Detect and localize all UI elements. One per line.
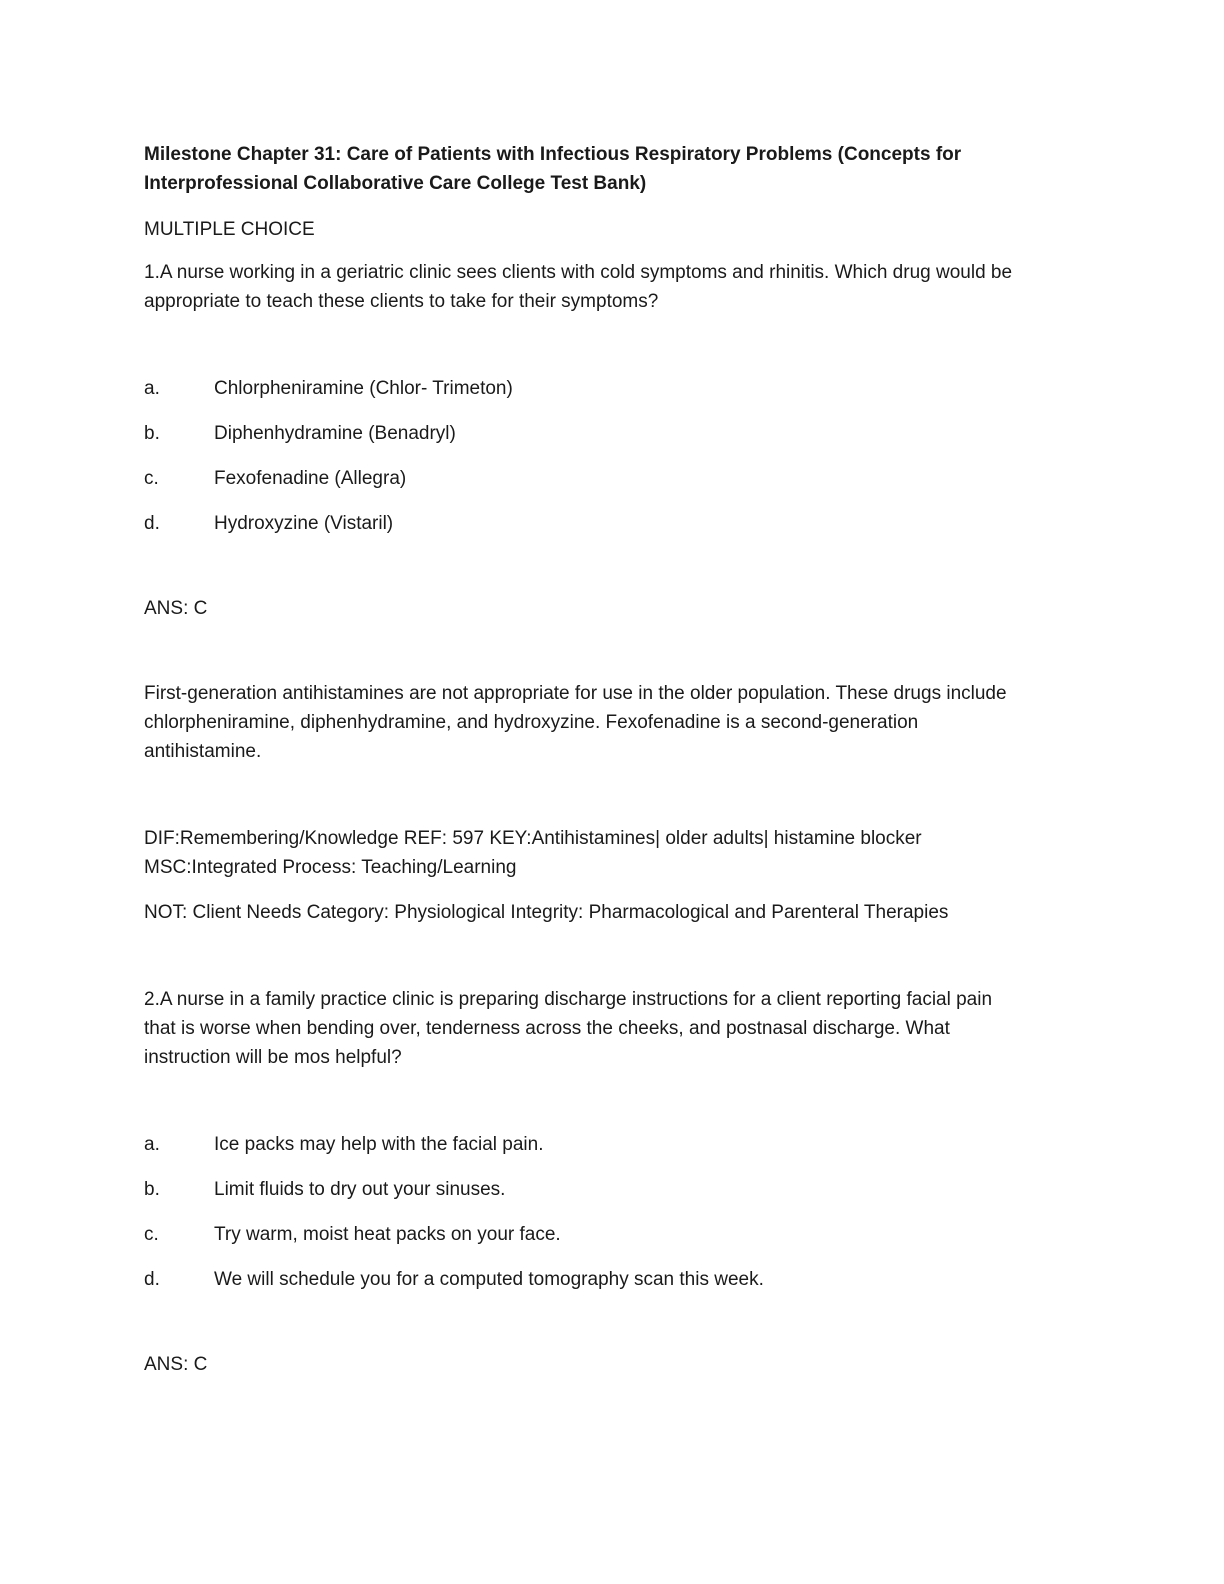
document-title — [144, 140, 1084, 198]
section-label: MULTIPLE CHOICE — [144, 219, 315, 240]
option-b — [144, 1175, 1084, 1204]
option-text: Chlorpheniramine (Chlor- Trimeton) — [214, 378, 513, 399]
option-d — [144, 509, 1084, 538]
option-letter: d. — [144, 1269, 160, 1290]
rationale-line: antihistamine. — [144, 741, 262, 762]
option-d — [144, 1265, 1084, 1294]
stem-line: that is worse when bending over, tenderness across the cheeks, and postnasal discharge. What — [144, 1018, 950, 1039]
meta-not: NOT: Client Needs Category: Physiological Integrity: Pharmacological and Parenteral Therapies — [144, 902, 949, 923]
option-a — [144, 374, 1084, 403]
option-letter: c. — [144, 468, 159, 489]
option-letter: c. — [144, 1224, 159, 1245]
option-text: We will schedule you for a computed tomography scan this week. — [214, 1269, 764, 1290]
option-letter: a. — [144, 378, 160, 399]
stem-line: 2.A nurse in a family practice clinic is preparing discharge instructions for a client reporting facial pain — [144, 989, 993, 1010]
option-text: Fexofenadine (Allegra) — [214, 468, 407, 489]
option-text: Ice packs may help with the facial pain. — [214, 1134, 544, 1155]
option-a — [144, 1130, 1084, 1159]
stem-line: 1.A nurse working in a geriatric clinic sees clients with cold symptoms and rhinitis. Which drug would be — [144, 262, 1013, 283]
question-2-answer: ANS: C — [144, 1354, 208, 1375]
option-letter: b. — [144, 1179, 160, 1200]
title-line: Milestone Chapter 31: Care of Patients with Infectious Respiratory Problems (Concepts for — [144, 144, 962, 165]
option-text: Hydroxyzine (Vistaril) — [214, 513, 394, 534]
option-letter: a. — [144, 1134, 160, 1155]
question-2-options — [144, 1130, 1084, 1294]
title-line: Interprofessional Collaborative Care College Test Bank) — [144, 173, 647, 194]
question-2-stem — [144, 985, 1084, 1072]
rationale-line: chlorpheniramine, diphenhydramine, and hydroxyzine. Fexofenadine is a second-generation — [144, 712, 919, 733]
option-c — [144, 1220, 1084, 1249]
stem-line: appropriate to teach these clients to take for their symptoms? — [144, 291, 659, 312]
question-1-options — [144, 374, 1084, 538]
option-text: Limit fluids to dry out your sinuses. — [214, 1179, 506, 1200]
option-letter: b. — [144, 423, 160, 444]
meta-dif-ref-key: DIF:Remembering/Knowledge REF: 597 KEY:Antihistamines| older adults| histamine blocker — [144, 828, 922, 849]
rationale-line: First-generation antihistamines are not appropriate for use in the older population. These drugs include — [144, 683, 1007, 704]
option-text: Try warm, moist heat packs on your face. — [214, 1224, 561, 1245]
option-text: Diphenhydramine (Benadryl) — [214, 423, 456, 444]
question-1-stem — [144, 258, 1084, 316]
option-letter: d. — [144, 513, 160, 534]
question-1-answer: ANS: C — [144, 598, 208, 619]
option-b — [144, 419, 1084, 448]
document-body — [144, 140, 1084, 1379]
option-c — [144, 464, 1084, 493]
question-1-metadata — [144, 824, 1084, 927]
meta-msc: MSC:Integrated Process: Teaching/Learning — [144, 857, 517, 878]
stem-line: instruction will be mos helpful? — [144, 1047, 402, 1068]
question-1-rationale — [144, 679, 1084, 766]
